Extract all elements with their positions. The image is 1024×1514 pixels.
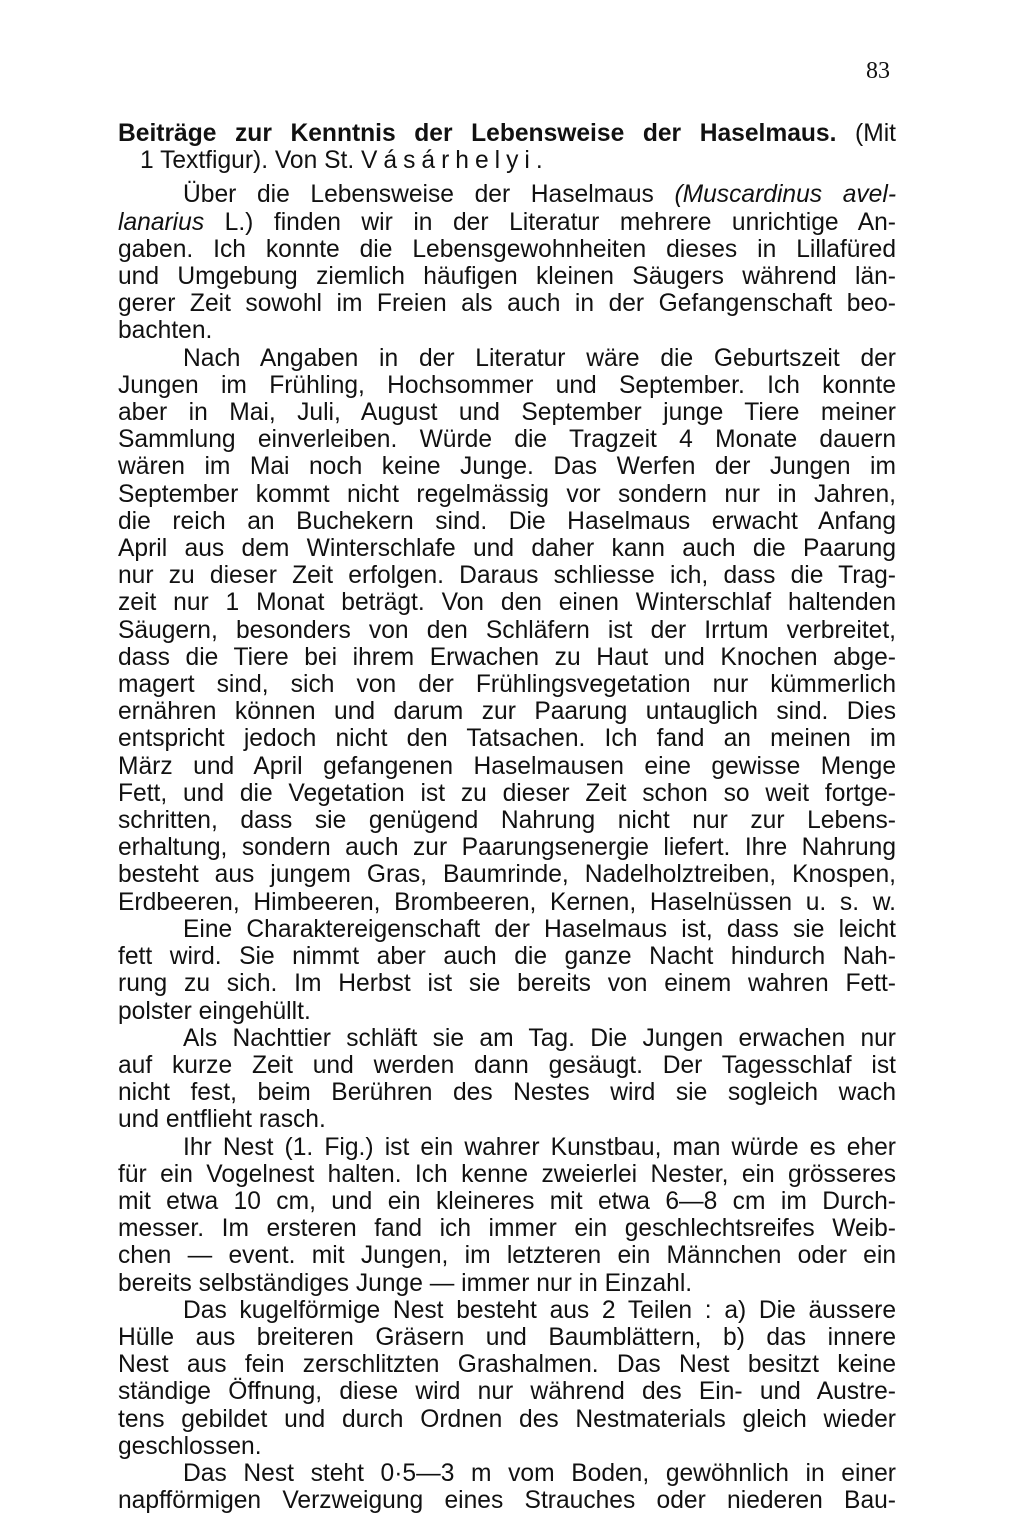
- paragraph-line: geschlossen.: [118, 1432, 262, 1460]
- paragraph-line: Das kugelförmige Nest besteht aus 2 Teilen : a) Die äussere: [183, 1296, 896, 1324]
- paragraph-line: bereits selbständiges Junge — immer nur in Einzahl.: [118, 1269, 693, 1297]
- paragraph-line: schritten, dass sie genügend Nahrung nicht nur zur Lebens-: [118, 807, 896, 835]
- paragraph-line: bachten.: [118, 317, 213, 345]
- paragraph-line: erhaltung, sondern auch zur Paarungsenergie liefert. Ihre Nahrung: [118, 834, 896, 862]
- paragraph-line: ernähren können und darum zur Paarung untauglich sind. Dies: [118, 698, 896, 726]
- paragraph-line: Sammlung einverleiben. Würde die Tragzeit 4 Monate dauern: [118, 426, 896, 454]
- paragraph-line: chen — event. mit Jungen, im letzteren ein Männchen oder ein: [118, 1242, 896, 1270]
- paragraph-line: dass die Tiere bei ihrem Erwachen zu Haut und Knochen abge-: [118, 643, 896, 671]
- paragraph-line: April aus dem Winterschlafe und daher kann auch die Paarung: [118, 535, 896, 563]
- paragraph-line: mit etwa 10 cm, und ein kleineres mit etwa 6—8 cm im Durch-: [118, 1187, 896, 1215]
- paragraph-line: Jungen im Frühling, Hochsommer und September. Ich konnte: [118, 371, 896, 399]
- paragraph-line: September kommt nicht regelmässig vor sondern nur in Jahren,: [118, 480, 896, 508]
- paragraph-line: tens gebildet und durch Ordnen des Nestmaterials gleich wieder: [118, 1405, 896, 1433]
- paragraph-line: für ein Vogelnest halten. Ich kenne zweierlei Nester, ein grösseres: [118, 1160, 896, 1188]
- paragraph-line: [118, 209, 896, 236]
- paragraph-line: März und April gefangenen Haselmausen eine gewisse Menge: [118, 752, 896, 780]
- article-body: [118, 120, 896, 1514]
- paragraph-line: Säugern, besonders von den Schläfern ist der Irrtum verbreitet,: [118, 616, 896, 644]
- paragraph-line: gaben. Ich konnte die Lebensgewohnheiten dieses in Lillafüred: [118, 235, 896, 263]
- paragraph-line: gerer Zeit sowohl im Freien als auch in der Gefangenschaft beo-: [118, 290, 896, 318]
- species-name-italic: (Muscardinus avel-: [674, 181, 897, 209]
- paragraph-line: polster eingehüllt.: [118, 997, 311, 1025]
- paragraph-line: Fett, und die Vegetation ist zu dieser Zeit schon so weit fortge-: [118, 779, 896, 807]
- paragraph-line: messer. Im ersteren fand ich immer ein geschlechtsreifes Weib-: [118, 1215, 896, 1243]
- paragraph-line: nur zu dieser Zeit erfolgen. Daraus schliesse ich, dass die Trag-: [118, 562, 896, 590]
- species-name-italic: lanarius: [118, 208, 205, 236]
- paragraph-line: wären im Mai noch keine Junge. Das Werfen der Jungen im: [118, 453, 896, 481]
- body-lines: [118, 236, 896, 1514]
- paragraph-line: rung zu sich. Im Herbst ist sie bereits von einem wahren Fett-: [118, 970, 896, 998]
- paragraph-line: fett wird. Sie nimmt aber auch die ganze Nacht hindurch Nah-: [118, 943, 896, 971]
- paragraph-line: magert sind, sich von der Frühlingsvegetation nur kümmerlich: [118, 671, 896, 699]
- paragraph-line: Eine Charaktereigenschaft der Haselmaus ist, dass sie leicht: [183, 915, 896, 943]
- page-number: 83: [866, 58, 890, 84]
- paragraph-line: Nach Angaben in der Literatur wäre die Geburtszeit der: [183, 344, 896, 372]
- byline-prefix: 1 Textfigur). Von St.: [140, 147, 355, 175]
- paragraph-line: die reich an Buchekern sind. Die Haselmaus erwacht Anfang: [118, 507, 896, 535]
- byline: [118, 147, 896, 174]
- title-rest-text: (Mit: [855, 120, 896, 147]
- intro-text: Über die Lebensweise der Haselmaus: [183, 181, 675, 209]
- paragraph-line: aber in Mai, Juli, August und September junge Tiere meiner: [118, 399, 896, 427]
- paragraph-line: Hülle aus breiteren Gräsern und Baumblättern, b) das innere: [118, 1323, 896, 1351]
- paragraph-line: napfförmigen Verzweigung eines Strauches oder niederen Bau-: [118, 1487, 896, 1514]
- paragraph-line: und Umgebung ziemlich häufigen kleinen Säugers während län-: [118, 263, 896, 291]
- paragraph-line: Erdbeeren, Himbeeren, Brombeeren, Kernen, Haselnüssen u. s. w.: [118, 888, 896, 916]
- intro-text: L.) finden wir in der Literatur mehrere unrichtige An-: [204, 208, 896, 236]
- paragraph-line: Ihr Nest (1. Fig.) ist ein wahrer Kunstbau, man würde es eher: [183, 1133, 896, 1161]
- title-bold-text: Beiträge zur Kenntnis der Lebensweise der Haselmaus.: [118, 120, 837, 147]
- paragraph-line: zeit nur 1 Monat beträgt. Von den einen Winterschlaf haltenden: [118, 589, 896, 617]
- article-title: [118, 120, 896, 147]
- paragraph-line: auf kurze Zeit und werden dann gesäugt. Der Tagesschlaf ist: [118, 1051, 896, 1079]
- paragraph-line: entspricht jedoch nicht den Tatsachen. Ich fand an meinen im: [118, 725, 896, 753]
- paragraph-line: Das Nest steht 0·5—3 m vom Boden, gewöhnlich in einer: [183, 1459, 896, 1487]
- paragraph-line: Als Nachttier schläft sie am Tag. Die Jungen erwachen nur: [183, 1024, 896, 1052]
- paragraph-line: nicht fest, beim Berühren des Nestes wird sie sogleich wach: [118, 1079, 896, 1107]
- paragraph-line: [118, 181, 896, 208]
- paragraph-line: und entflieht rasch.: [118, 1106, 326, 1134]
- paragraph-line: besteht aus jungem Gras, Baumrinde, Nadelholztreiben, Knospen,: [118, 861, 896, 889]
- paragraph-line: Nest aus fein zerschlitzten Grashalmen. Das Nest besitzt keine: [118, 1351, 896, 1379]
- author-name: Vásárhelyi.: [361, 147, 549, 175]
- paragraph-line: ständige Öffnung, diese wird nur während des Ein- und Austre-: [118, 1378, 896, 1406]
